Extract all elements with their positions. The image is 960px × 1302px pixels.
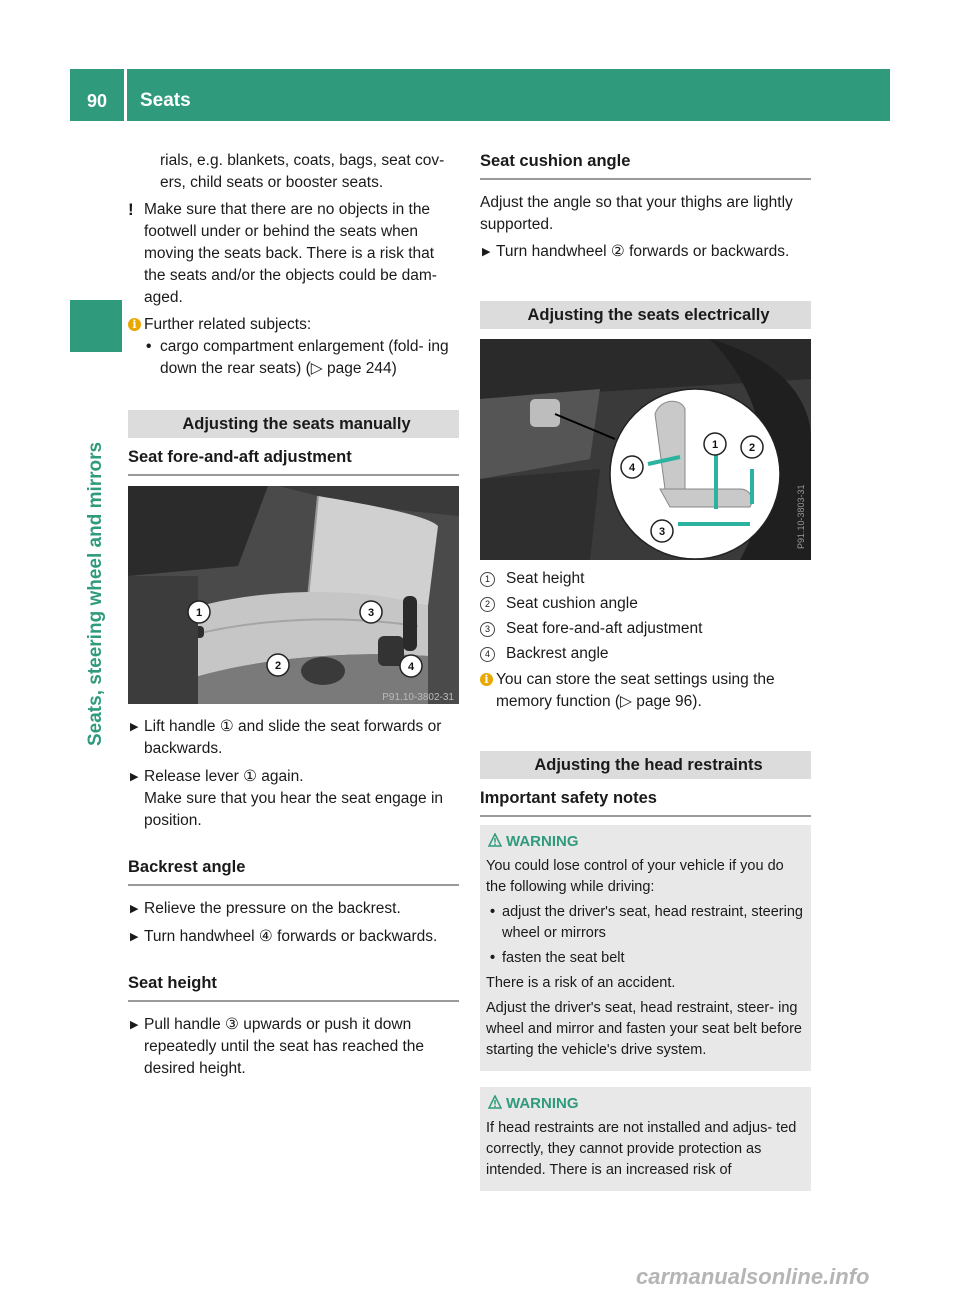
- callout-1-label: 1: [195, 607, 203, 619]
- seat-control-illustration: [480, 339, 811, 560]
- warning-title: [486, 1093, 805, 1114]
- warning-p2: Adjust the driver's seat, head restraint, steer- ing wheel and mirror and fasten your seat belt before starting the vehicle's drive system.: [486, 1000, 802, 1058]
- callout-3-label: 3: [367, 607, 375, 619]
- warning-bullet: fasten the seat belt: [502, 950, 625, 966]
- legend: [480, 568, 811, 665]
- warning-p1: There is a risk of an accident.: [486, 975, 676, 991]
- left-column: [128, 150, 459, 1086]
- subheading-safety: Important safety notes: [480, 787, 811, 817]
- caution-text: Make sure that there are no objects in the footwell under or behind the seats when moving the seats back. There is a risk that the seats and/or the objects could be dam- aged.: [144, 201, 437, 306]
- exclamation-icon: !: [128, 200, 134, 219]
- info-note: [128, 314, 459, 336]
- step-pull-handle: [128, 1014, 459, 1080]
- number-1-icon: 1: [480, 572, 495, 587]
- seat-side-illustration: [128, 486, 459, 704]
- callout-4-label: 4: [407, 661, 415, 673]
- watermark: carmanualsonline.info: [636, 1264, 870, 1289]
- warning-box-2: [480, 1087, 811, 1191]
- seat-side-photo: [128, 486, 459, 704]
- legend-label: Backrest angle: [506, 645, 609, 662]
- arrow-right-icon: ▶: [130, 771, 139, 783]
- warning-bullet: adjust the driver's seat, head restraint, steering wheel or mirrors: [502, 904, 803, 941]
- legend-label: Seat fore-and-aft adjustment: [506, 620, 703, 637]
- engage-note: Make sure that you hear the seat engage in position.: [144, 790, 444, 829]
- warning-title-text: WARNING: [506, 833, 579, 850]
- continuation-text: rials, e.g. blankets, coats, bags, seat cov- ers, child seats or booster seats.: [160, 152, 445, 191]
- memory-info-text: You can store the seat settings using the memory function (▷ page 96).: [496, 671, 775, 710]
- step-lift-handle: [128, 716, 459, 760]
- subheading-cushion: Seat cushion angle: [480, 150, 811, 180]
- right-column: [480, 150, 811, 1191]
- header-bar: [70, 69, 890, 121]
- chapter-tab-label: Seats, steering wheel and mirrors: [85, 441, 106, 746]
- step-cushion-handwheel: [480, 241, 811, 263]
- list-item: [486, 902, 805, 944]
- legend-label: Seat cushion angle: [506, 595, 638, 612]
- arrow-right-icon: ▶: [130, 1019, 139, 1031]
- step-turn-handwheel: [128, 926, 459, 948]
- step-relieve: [128, 898, 459, 920]
- step-text: Pull handle ③ upwards or push it down repeatedly until the seat has reached the desired height.: [144, 1016, 425, 1077]
- callout-e2-label: 2: [748, 442, 756, 454]
- subheading-backrest: Backrest angle: [128, 856, 459, 886]
- subheading-fore-aft: Seat fore-and-aft adjustment: [128, 446, 459, 476]
- step-text: Turn handwheel ② forwards or backwards.: [496, 243, 790, 260]
- number-4-icon: 4: [480, 647, 495, 662]
- bullet-icon: •: [490, 950, 496, 966]
- header-divider: [124, 69, 127, 121]
- section-title: Seats: [140, 90, 191, 111]
- bullet-icon: •: [146, 338, 152, 355]
- step-text: Relieve the pressure on the backrest.: [144, 900, 401, 917]
- cushion-text: Adjust the angle so that your thighs are lightly supported.: [480, 194, 793, 233]
- info-icon: i: [128, 318, 141, 331]
- photo2-code: P91.10-3803-31: [796, 484, 806, 549]
- legend-item: [480, 568, 811, 590]
- subheading-height: Seat height: [128, 972, 459, 1002]
- info-bullet-text: cargo compartment enlargement (fold- ing down the rear seats) (▷ page 244): [160, 338, 449, 377]
- page-number: 90: [86, 91, 108, 111]
- number-2-icon: 2: [480, 597, 495, 612]
- legend-item: [480, 643, 811, 665]
- legend-label: Seat height: [506, 570, 585, 587]
- arrow-right-icon: ▶: [130, 721, 139, 733]
- legend-item: [480, 618, 811, 640]
- info-icon: i: [480, 673, 493, 686]
- photo-code: P91.10-3802-31: [382, 692, 454, 703]
- step-text: Release lever ① again.: [144, 768, 304, 785]
- step-text: Lift handle ① and slide the seat forwards or backwards.: [144, 718, 442, 757]
- warning-intro: You could lose control of your vehicle if you do the following while driving:: [486, 858, 784, 895]
- chapter-tab-marker: [70, 300, 122, 352]
- callout-e3-label: 3: [658, 526, 666, 538]
- info-text: Further related subjects:: [144, 316, 312, 333]
- list-item: [486, 948, 805, 969]
- door-control-photo: [480, 339, 811, 560]
- number-3-icon: 3: [480, 622, 495, 637]
- heading-head-restraints: Adjusting the head restraints: [480, 751, 811, 779]
- callout-2-label: 2: [274, 660, 282, 672]
- arrow-right-icon: ▶: [482, 246, 491, 258]
- list-item: [128, 336, 459, 380]
- callout-e4-label: 4: [628, 462, 636, 474]
- warning-box-1: [480, 825, 811, 1071]
- bullet-icon: •: [490, 904, 496, 920]
- step-text: Turn handwheel ④ forwards or backwards.: [144, 928, 438, 945]
- arrow-right-icon: ▶: [130, 931, 139, 943]
- caution-note: [128, 199, 459, 309]
- warning-triangle-icon: [488, 1095, 502, 1109]
- memory-info: [480, 669, 811, 713]
- step-release-lever: [128, 766, 459, 788]
- warning-title-text: WARNING: [506, 1095, 579, 1112]
- warning-title: [486, 831, 805, 852]
- callout-e1-label: 1: [711, 439, 719, 451]
- warning-triangle-icon: [488, 833, 502, 847]
- heading-seats-manual: Adjusting the seats manually: [128, 410, 459, 438]
- arrow-right-icon: ▶: [130, 903, 139, 915]
- heading-seats-electric: Adjusting the seats electrically: [480, 301, 811, 329]
- legend-item: [480, 593, 811, 615]
- warning2-text: If head restraints are not installed and adjus- ted correctly, they cannot provide protection as intended. There is an increased risk of: [486, 1120, 797, 1178]
